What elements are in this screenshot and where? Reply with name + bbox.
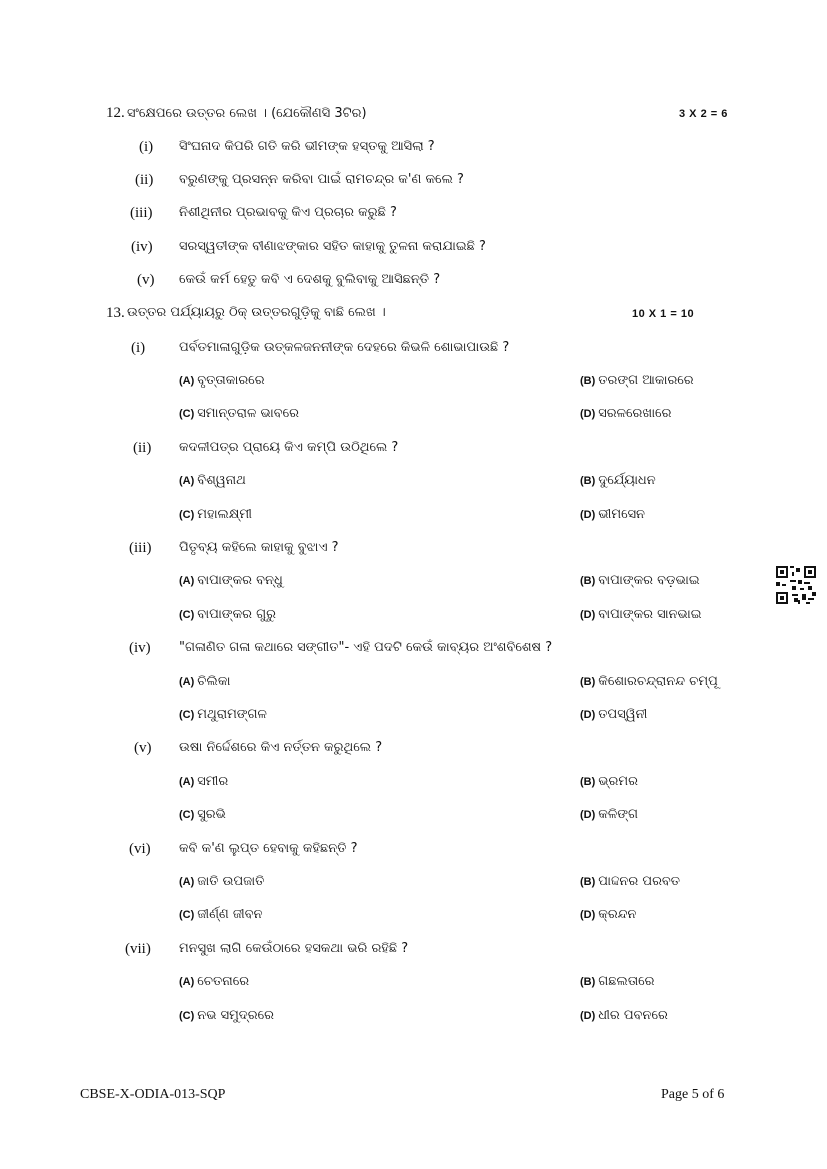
q13-item-2-option-b: (B) ଦୁର୍ଯ୍ୟୋଧନ <box>580 473 656 488</box>
q13-item-3-text: ପିତୃବ୍ୟ କହିଲେ କାହାକୁ ବୁଝାଏ ? <box>179 540 339 555</box>
q13-prompt: ଉତ୍ତର ପର୍ଯ୍ୟାୟରୁ ଠିକ୍ ଉତ୍ତରଗୁଡ଼ିକୁ ବାଛି ଲେଖ । <box>127 305 386 320</box>
q13-item-4-option-b: (B) କିଶୋରଚନ୍ଦ୍ରାନନ୍ଦ ଚମ୍ପୂ <box>580 674 718 689</box>
q13-item-3-option-a: (A) ବାପାଙ୍କର ବନ୍ଧୁ <box>179 573 283 588</box>
q13-item-3-number: (iii) <box>129 540 152 556</box>
q13-item-6-text: କବି କ'ଣ ଲୁପ୍ତ ହେବାକୁ କହିଛନ୍ତି ? <box>179 841 358 856</box>
q13-item-2-option-d: (D) ଭୀମସେନ <box>580 507 646 522</box>
q12-item-3-number: (iii) <box>130 205 153 221</box>
q12-item-2-text: ବରୁଣଙ୍କୁ ପ୍ରସନ୍ନ କରିବା ପାଇଁ ରାମଚନ୍ଦ୍ର କ'ଣ କଲେ ? <box>179 172 464 187</box>
q13-item-6-option-b: (B) ପାଦ୍ଦନର ପରବତ <box>580 874 681 889</box>
q13-number: 13. <box>106 305 125 321</box>
q12-prompt: ସଂକ୍ଷେପରେ ଉତ୍ତର ଲେଖ । (ଯେକୌଣସି 3ଟିର) <box>127 106 367 121</box>
q13-item-1-option-a: (A) ବୃତ୍ତାକାରରେ <box>179 373 265 388</box>
q13-item-5-option-b: (B) ଭ୍ରମର <box>580 774 638 789</box>
q13-item-7-option-c: (C) ନଭ ସମୁଦ୍ରରେ <box>179 1008 274 1023</box>
q13-item-5-option-c: (C) ସୁରଭି <box>179 807 226 822</box>
q12-item-3-text: ନିଶୀଥିନୀର ପ୍ରଭାବକୁ କିଏ ପ୍ରଚାର କରୁଛି ? <box>179 205 397 220</box>
q13-item-4-text: "ଗଳାଣିତ ଗଳା କଥାରେ ସଙ୍ଗୀତ"- ଏହି ପଦଟି କେଉଁ କାବ୍ୟର ଅଂଶବିଶେଷ ? <box>179 640 553 655</box>
q13-item-2-text: କଦଳୀପତ୍ର ପ୍ରାୟେ କିଏ କମ୍ପି ଉଠିଥିଲେ ? <box>179 440 399 455</box>
q12-item-1-text: ସିଂଘନାଦ କିପରି ଗତି କରି ଭୀମଙ୍କ ହସ୍ତକୁ ଆସିଲା ? <box>179 139 435 154</box>
q12-item-5-text: କେଉଁ କର୍ମ ହେତୁ କବି ଏ ଦେଶକୁ ବୁଲିବାକୁ ଆସିଛନ୍ତି ? <box>179 272 441 287</box>
q13-item-3-option-b: (B) ବାପାଙ୍କର ବଡ଼ଭାଇ <box>580 573 700 588</box>
q12-item-4-number: (iv) <box>131 239 153 255</box>
footer-page-number: Page 5 of 6 <box>661 1087 725 1102</box>
q13-item-5-number: (v) <box>134 740 152 756</box>
q13-item-6-option-a: (A) ଜାତି ଉପଜାତି <box>179 874 265 889</box>
q13-item-6-number: (vi) <box>129 841 151 857</box>
q13-item-7-text: ମନସୁଖ ଲାଗି କେଉଁଠାରେ ହସକଥା ଭରି ରହିଛି ? <box>179 941 409 956</box>
q13-item-2-option-a: (A) ବିଶ୍ୱନାଥ <box>179 473 246 488</box>
q13-item-1-option-d: (D) ସରଳରେଖାରେ <box>580 406 672 421</box>
q12-number: 12. <box>106 105 125 121</box>
q13-item-5-option-d: (D) କଳିଙ୍ଗ <box>580 807 639 822</box>
q12-item-5-number: (v) <box>137 272 155 288</box>
q13-item-2-option-c: (C) ମହାଲକ୍ଷ୍ମୀ <box>179 507 252 522</box>
q13-item-7-option-d: (D) ଧୀର ପବନରେ <box>580 1008 668 1023</box>
q13-item-2-number: (ii) <box>133 440 152 456</box>
footer-paper-code: CBSE-X-ODIA-013-SQP <box>80 1087 226 1102</box>
q13-item-3-option-d: (D) ବାପାଙ୍କର ସାନଭାଇ <box>580 607 702 622</box>
q12-marks: 3 X 2 = 6 <box>679 108 728 120</box>
q13-item-1-text: ପର୍ବତମାଳାଗୁଡ଼ିକ ଉତ୍କଳଜନନୀଙ୍କ ଦେହରେ କିଭଳି ଶୋଭାପାଉଛି ? <box>179 340 510 355</box>
q12-item-1-number: (i) <box>139 139 154 155</box>
q13-item-7-option-b: (B) ଗଛଲତାରେ <box>580 974 655 989</box>
q13-item-1-number: (i) <box>131 340 146 356</box>
q13-item-3-option-c: (C) ବାପାଙ୍କର ଗୁରୁ <box>179 607 276 622</box>
q13-item-7-number: (vii) <box>125 941 151 957</box>
q13-item-4-option-d: (D) ତପସ୍ୱିନୀ <box>580 707 648 722</box>
q13-marks: 10 X 1 = 10 <box>632 308 695 320</box>
q13-item-1-option-b: (B) ତରଙ୍ଗ ଆକାରରେ <box>580 373 694 388</box>
q13-item-4-option-a: (A) ଚିଲିକା <box>179 674 231 689</box>
q13-item-4-number: (iv) <box>129 640 151 656</box>
q12-item-2-number: (ii) <box>135 172 154 188</box>
q13-item-5-text: ଉଷା ନିର୍ଦ୍ଦେଶରେ କିଏ ନର୍ତ୍ତନ କରୁଥିଲେ ? <box>179 740 383 755</box>
q13-item-5-option-a: (A) ସମୀର <box>179 774 229 789</box>
q13-item-1-option-c: (C) ସମାନ୍ତରାଳ ଭାବରେ <box>179 406 299 421</box>
q13-item-4-option-c: (C) ମଥୁରାମଙ୍ଗଳ <box>179 707 267 722</box>
q12-item-4-text: ସରସ୍ୱତୀଙ୍କ ବୀଣାଝଙ୍କାର ସହିତ କାହାକୁ ତୁଳନା କରାଯାଇଛି ? <box>179 239 486 254</box>
q13-item-7-option-a: (A) ଚେତନାରେ <box>179 974 250 989</box>
qr-code-icon <box>776 566 816 604</box>
q13-item-6-option-d: (D) କ୍ରନ୍ଦନ <box>580 907 637 922</box>
q13-item-6-option-c: (C) ଜୀର୍ଣ୍ଣ ଜୀବନ <box>179 907 263 922</box>
